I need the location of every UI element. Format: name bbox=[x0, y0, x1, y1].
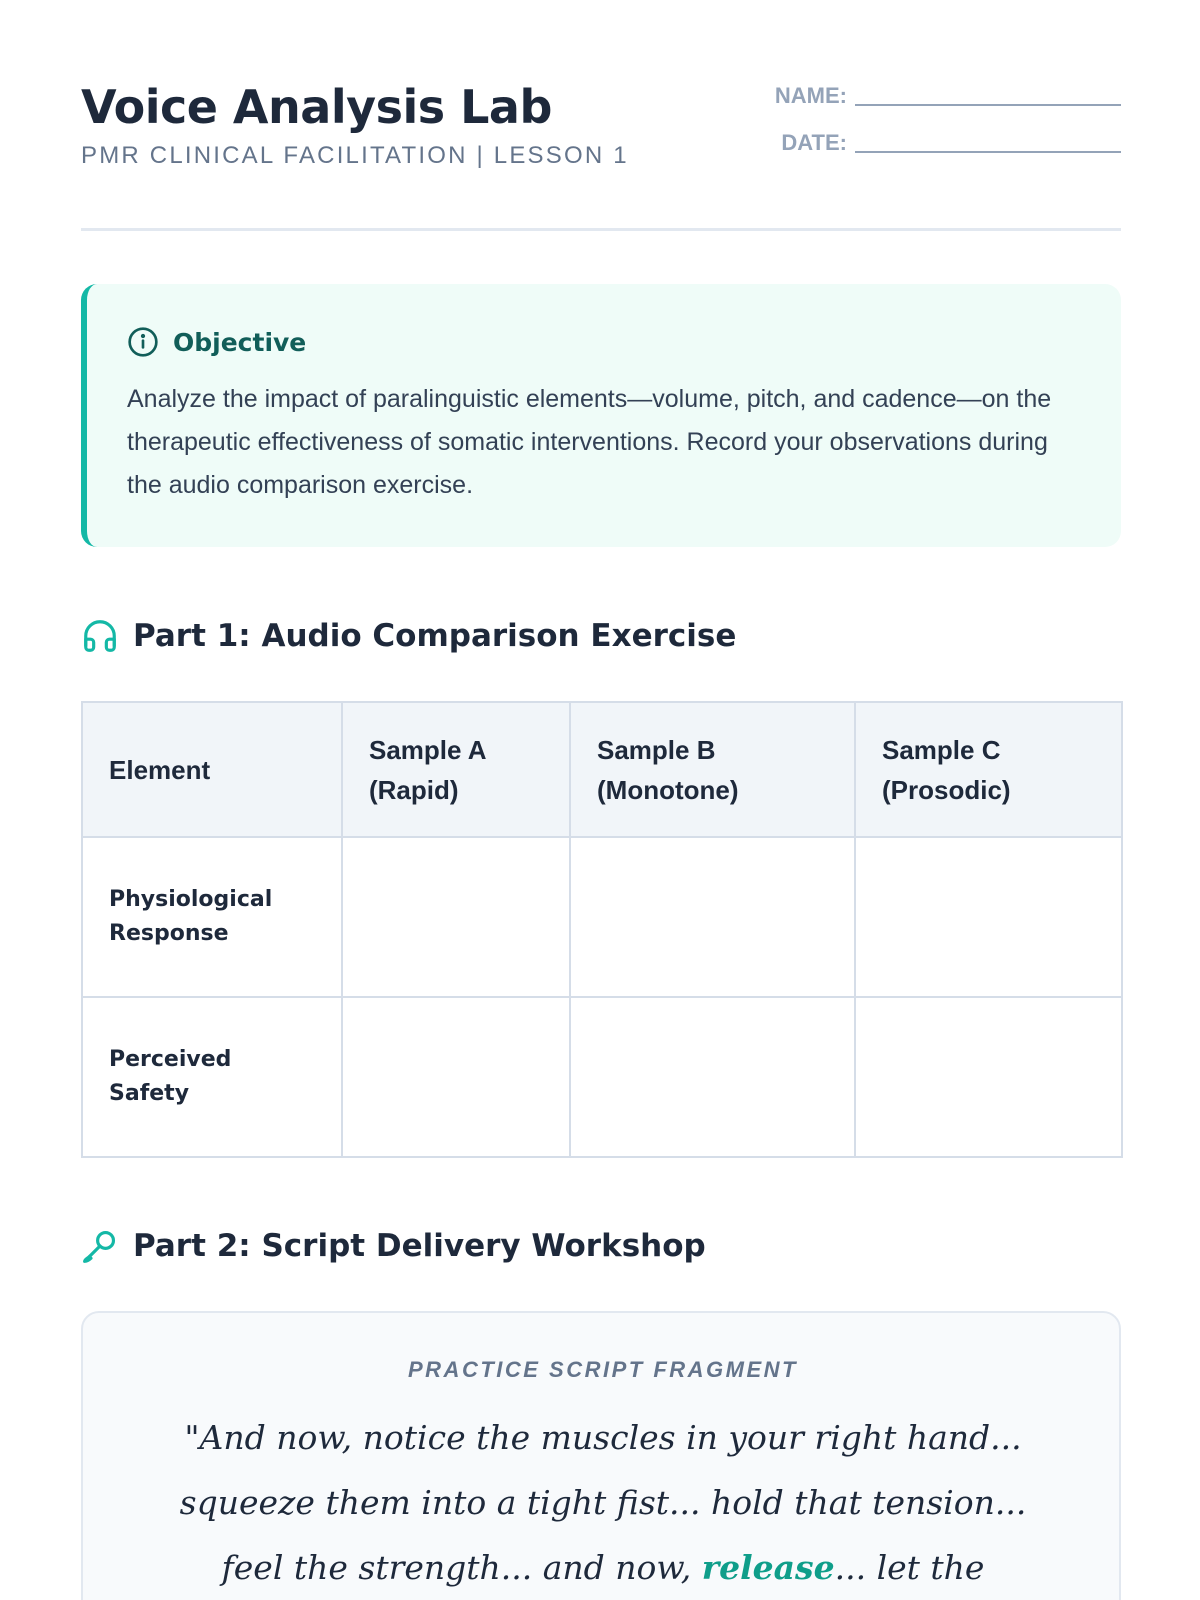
date-field[interactable] bbox=[757, 129, 1121, 157]
script-text-after: ... let the bbox=[834, 1548, 985, 1587]
script-text bbox=[173, 1405, 1033, 1600]
answer-cell-sample-a[interactable] bbox=[342, 837, 570, 997]
row-label-perceived-safety: Perceived Safety bbox=[82, 997, 342, 1157]
date-label: DATE: bbox=[781, 130, 847, 155]
part1-heading bbox=[81, 617, 736, 655]
column-header-sample-a: Sample A (Rapid) bbox=[342, 702, 570, 837]
page-title: Voice Analysis Lab bbox=[81, 80, 552, 134]
objective-box bbox=[81, 284, 1121, 547]
info-icon bbox=[127, 326, 159, 358]
date-blank-line[interactable] bbox=[855, 151, 1121, 153]
table-header-row bbox=[82, 702, 1122, 837]
part2-title: Part 2: Script Delivery Workshop bbox=[133, 1228, 706, 1264]
column-header-element: Element bbox=[82, 702, 342, 837]
objective-heading bbox=[127, 326, 306, 358]
column-header-sample-b: Sample B (Monotone) bbox=[570, 702, 855, 837]
microphone-icon bbox=[81, 1227, 119, 1265]
name-label: NAME: bbox=[774, 83, 847, 108]
worksheet-header bbox=[81, 80, 1121, 230]
audio-comparison-table bbox=[81, 701, 1123, 1158]
name-field[interactable] bbox=[757, 82, 1121, 110]
table-row bbox=[82, 997, 1122, 1157]
headphones-icon bbox=[81, 617, 119, 655]
practice-script-box bbox=[81, 1311, 1121, 1600]
objective-title: Objective bbox=[173, 327, 307, 357]
answer-cell-sample-b[interactable] bbox=[570, 837, 855, 997]
answer-cell-sample-c[interactable] bbox=[855, 997, 1122, 1157]
answer-cell-sample-c[interactable] bbox=[855, 837, 1122, 997]
table-row bbox=[82, 837, 1122, 997]
objective-text: Analyze the impact of paralinguistic elements—volume, pitch, and cadence—on the therapeutic effectiveness of somatic interventions. Record your observations during the audio comparison exercise. bbox=[127, 385, 1052, 499]
page-subtitle: PMR CLINICAL FACILITATION | LESSON 1 bbox=[81, 142, 629, 169]
answer-cell-sample-b[interactable] bbox=[570, 997, 855, 1157]
script-label: PRACTICE SCRIPT FRAGMENT bbox=[408, 1357, 798, 1382]
answer-cell-sample-a[interactable] bbox=[342, 997, 570, 1157]
name-blank-line[interactable] bbox=[855, 104, 1121, 106]
worksheet-page bbox=[81, 0, 1121, 1600]
row-label-physiological-response: Physiological Response bbox=[82, 837, 342, 997]
part2-heading bbox=[81, 1227, 706, 1265]
column-header-sample-c: Sample C (Prosodic) bbox=[855, 702, 1122, 837]
header-divider bbox=[81, 228, 1121, 231]
script-highlight-word: release bbox=[701, 1548, 835, 1587]
script-text-before: "And now, notice the muscles in your right hand... squeeze them into a tight fist... hold that tension... feel the strength... and now, bbox=[179, 1418, 1027, 1587]
part1-title: Part 1: Audio Comparison Exercise bbox=[133, 618, 737, 654]
